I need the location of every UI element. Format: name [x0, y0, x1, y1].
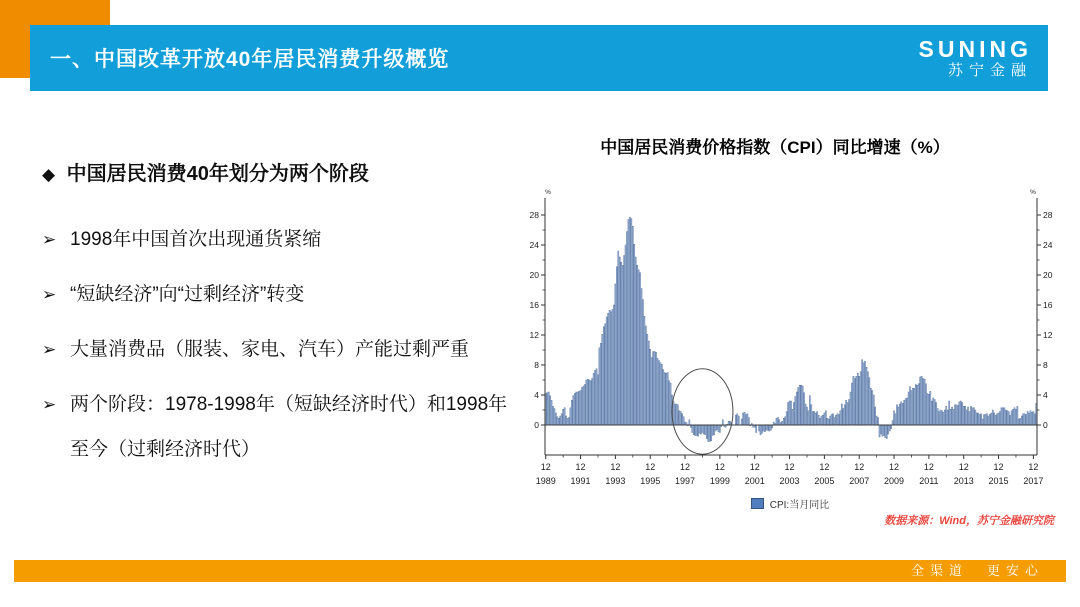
svg-text:2001: 2001	[744, 476, 765, 486]
svg-text:12: 12	[645, 462, 656, 472]
header-banner	[30, 25, 1048, 91]
svg-text:0: 0	[1043, 420, 1048, 430]
diamond-bullet-icon: ◆	[42, 165, 56, 184]
svg-text:20: 20	[1043, 270, 1053, 280]
svg-text:12: 12	[1043, 330, 1053, 340]
svg-text:28: 28	[529, 210, 539, 220]
svg-text:16: 16	[1043, 300, 1053, 310]
svg-text:1995: 1995	[640, 476, 661, 486]
svg-text:12: 12	[540, 462, 551, 472]
footer-slogan: 全渠道 更安心	[910, 563, 1044, 578]
source-note: 数据来源：Wind，苏宁金融研究院	[884, 515, 1054, 527]
bullet-text: 两个阶段：1978-1998年（短缺经济时代）和1998年至今（过剩经济时代）	[70, 394, 508, 460]
svg-text:12: 12	[923, 462, 934, 472]
svg-text:12: 12	[993, 462, 1004, 472]
bullet-text: 大量消费品（服装、家电、汽车）产能过剩严重	[70, 339, 470, 360]
svg-text:12: 12	[958, 462, 969, 472]
svg-text:24: 24	[529, 240, 539, 250]
arrow-bullet-icon: ➢	[42, 340, 57, 359]
text-content	[42, 160, 520, 482]
svg-text:12: 12	[749, 462, 760, 472]
svg-text:8: 8	[1043, 360, 1048, 370]
bullet-text: 1998年中国首次出现通货紧缩	[70, 229, 322, 250]
svg-text:2005: 2005	[814, 476, 835, 486]
bullet-item	[42, 327, 520, 372]
svg-text:20: 20	[529, 270, 539, 280]
svg-text:2007: 2007	[849, 476, 870, 486]
svg-text:12: 12	[610, 462, 621, 472]
svg-text:2013: 2013	[953, 476, 974, 486]
svg-text:24: 24	[1043, 240, 1053, 250]
bullet-item	[42, 217, 520, 262]
svg-text:1999: 1999	[709, 476, 730, 486]
svg-text:2003: 2003	[779, 476, 800, 486]
svg-text:%: %	[1030, 189, 1036, 196]
bullet-item	[42, 272, 520, 317]
arrow-bullet-icon: ➢	[42, 395, 57, 414]
slide-title: 一、中国改革开放40年居民消费升级概览	[50, 48, 450, 71]
svg-text:2011: 2011	[919, 476, 939, 486]
chart-legend	[515, 496, 1065, 511]
svg-text:12: 12	[854, 462, 865, 472]
svg-text:4: 4	[534, 390, 539, 400]
svg-text:12: 12	[819, 462, 830, 472]
svg-text:0: 0	[534, 420, 539, 430]
svg-text:12: 12	[680, 462, 691, 472]
legend-label: CPI:当月同比	[769, 500, 830, 511]
content-heading	[42, 160, 520, 189]
arrow-bullet-icon: ➢	[42, 285, 57, 304]
suning-logo-en: SUNING	[918, 36, 1032, 63]
svg-text:12: 12	[575, 462, 586, 472]
bullet-item	[42, 382, 520, 472]
svg-text:2009: 2009	[884, 476, 905, 486]
svg-text:2015: 2015	[988, 476, 1009, 486]
content-heading-text: 中国居民消费40年划分为两个阶段	[66, 163, 369, 185]
bullet-text: “短缺经济”向“过剩经济”转变	[70, 284, 305, 305]
svg-text:8: 8	[534, 360, 539, 370]
legend-swatch-icon	[751, 498, 764, 509]
svg-text:12: 12	[529, 330, 539, 340]
svg-text:1989: 1989	[535, 476, 556, 486]
svg-text:2017: 2017	[1023, 476, 1044, 486]
cpi-bar-chart	[515, 185, 1065, 495]
suning-logo-cn: 苏宁金融	[947, 62, 1032, 80]
chart-title: 中国居民消费价格指数（CPI）同比增速（%）	[600, 138, 950, 157]
svg-text:12: 12	[784, 462, 795, 472]
svg-text:1993: 1993	[605, 476, 626, 486]
arrow-bullet-icon: ➢	[42, 230, 57, 249]
svg-text:16: 16	[529, 300, 539, 310]
svg-text:12: 12	[714, 462, 725, 472]
svg-text:4: 4	[1043, 390, 1048, 400]
svg-text:1991: 1991	[570, 476, 591, 486]
svg-text:12: 12	[889, 462, 900, 472]
svg-text:%: %	[545, 189, 551, 196]
footer-bar	[14, 560, 1066, 582]
suning-logo	[919, 37, 1032, 79]
svg-text:28: 28	[1043, 210, 1053, 220]
svg-text:12: 12	[1028, 462, 1039, 472]
svg-text:1997: 1997	[675, 476, 696, 486]
